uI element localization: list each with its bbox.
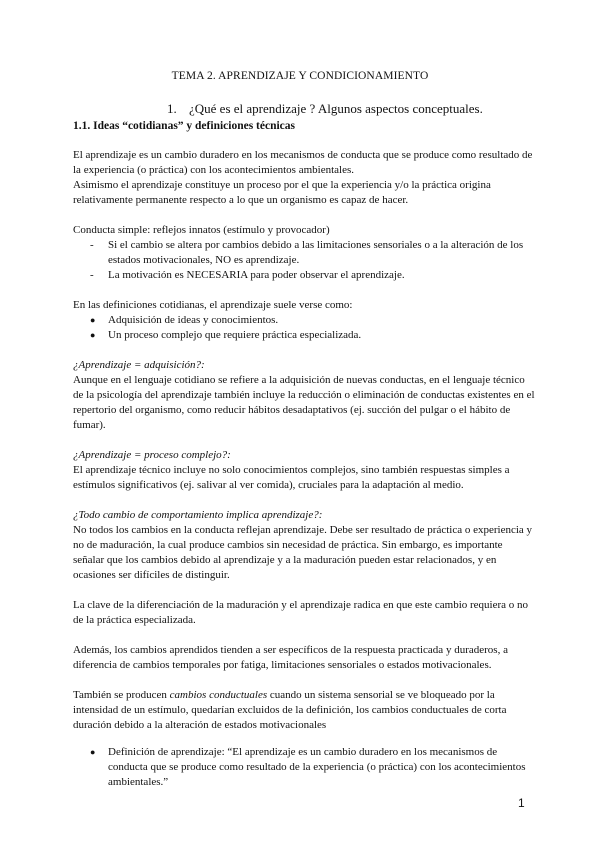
everyday-list xyxy=(73,313,535,343)
intro-paragraph-1: El aprendizaje es un cambio duradero en los mecanismos de conducta que se produce como resultado de la experiencia (o práctica) con los acontecimientos ambientales. xyxy=(73,149,533,176)
simple-conduct-list xyxy=(73,238,535,283)
answer-complex-process: El aprendizaje técnico incluye no solo conocimientos complejos, sino también respuestas simples a estímulos significativos (ej. salivar al ver comida), cruciales para la adaptación al medio. xyxy=(73,464,510,491)
simple-conduct-heading: Conducta simple: reflejos innatos (estímulo y provocador) xyxy=(73,224,330,236)
list-item: - Si el cambio se altera por cambios debido a las limitaciones sensoriales o a la alteración de los estados motivacionales, NO es aprendizaje. xyxy=(73,238,535,268)
page-number: 1 xyxy=(518,796,525,810)
question-behavior-change: ¿Todo cambio de comportamiento implica aprendizaje?: xyxy=(73,509,323,521)
paragraph-key-difference: La clave de la diferenciación de la maduración y el aprendizaje radica en que este cambio requiera o no de la práctica especializada. xyxy=(73,599,529,626)
list-item: ● Adquisición de ideas y conocimientos. xyxy=(73,313,535,328)
paragraph-also-end: cuando un sistema sensorial se ve bloqueado por la intensidad de un estímulo, quedarían excluidos de la definición, los cambios conductuales de corta duración debido a la alteración de estados motivacionales xyxy=(73,689,507,731)
definition-item: ● Definición de aprendizaje: “El aprendizaje es un cambio duradero en los mecanismos de conducta que se produce como resultado de la experiencia (o práctica) con los acontecimientos ambientales.” xyxy=(73,745,535,790)
intro-paragraph-2: Asimismo el aprendizaje constituye un proceso por el que la experiencia y/o la práctica origina relativamente permanente respecto a lo que un organismo es capaz de hacer. xyxy=(73,179,491,206)
question-complex-process: ¿Aprendizaje = proceso complejo?: xyxy=(73,449,231,461)
chapter-heading xyxy=(167,101,483,117)
document-body xyxy=(73,148,535,790)
paragraph-additionally: Además, los cambios aprendidos tienden a ser específicos de la respuesta practicada y duraderos, a diferencia de cambios temporales por fatiga, limitaciones sensoriales o estados motivacionales. xyxy=(73,644,508,671)
chapter-heading-text: ¿Qué es el aprendizaje ? Algunos aspectos conceptuales. xyxy=(189,101,483,116)
definition-list xyxy=(73,745,535,790)
question-acquisition: ¿Aprendizaje = adquisición?: xyxy=(73,359,205,371)
list-item: ● Un proceso complejo que requiere práctica especializada. xyxy=(73,328,535,343)
document-title: TEMA 2. APRENDIZAJE Y CONDICIONAMIENTO xyxy=(171,70,429,82)
section-heading: 1.1. Ideas “cotidianas” y definiciones técnicas xyxy=(73,120,296,132)
paragraph-also-emphasis: cambios conductuales xyxy=(169,689,268,701)
everyday-heading: En las definiciones cotidianas, el aprendizaje suele verse como: xyxy=(73,299,353,311)
paragraph-also xyxy=(73,688,535,733)
answer-behavior-change: No todos los cambios en la conducta reflejan aprendizaje. Debe ser resultado de práctica o experiencia y no de maduración, la cual produce cambios sin necesidad de práctica. Sin embargo, es importante señalar que los cambios debido al aprendizaje y a la maduración pueden estar relacionados, y en ocasiones ser difíciles de distinguir. xyxy=(73,524,533,581)
paragraph-also-start: También se producen xyxy=(73,689,170,701)
list-item: - La motivación es NECESARIA para poder observar el aprendizaje. xyxy=(73,268,535,283)
answer-acquisition: Aunque en el lenguaje cotidiano se refiere a la adquisición de nuevas conductas, en el lenguaje técnico de la psicología del aprendizaje también incluye la reducción o eliminación de conductas existentes en el repertorio del organismo, como reducir hábitos desadaptativos (ej. succión del pulgar o el hábito de fumar). xyxy=(73,374,535,431)
chapter-number: 1. xyxy=(167,101,177,116)
